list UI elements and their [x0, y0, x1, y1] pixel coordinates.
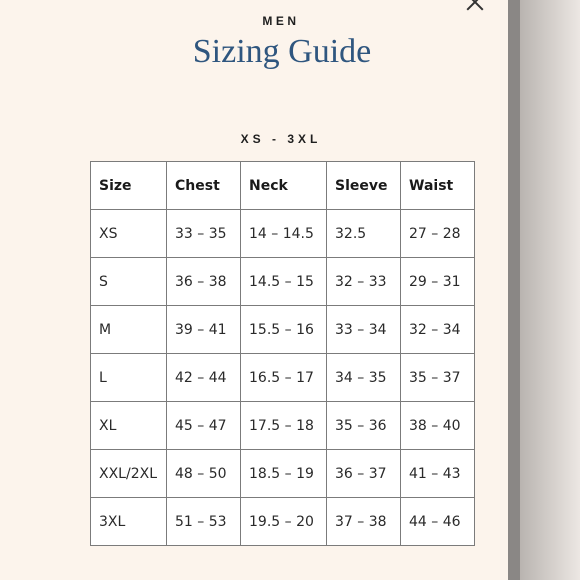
neck-cell: 19.5 – 20 [241, 498, 327, 546]
column-header-waist: Waist [401, 162, 475, 210]
table-header-row [91, 162, 475, 210]
chest-cell: 48 – 50 [167, 450, 241, 498]
column-header-size: Size [91, 162, 167, 210]
size-cell: XL [91, 402, 167, 450]
waist-cell: 38 – 40 [401, 402, 475, 450]
close-icon[interactable] [462, 0, 488, 12]
table-row [91, 402, 475, 450]
chest-cell: 39 – 41 [167, 306, 241, 354]
neck-cell: 14 – 14.5 [241, 210, 327, 258]
table-row [91, 354, 475, 402]
table-row [91, 450, 475, 498]
page-title: Sizing Guide [192, 33, 372, 70]
size-cell: XS [91, 210, 167, 258]
scrollbar[interactable] [508, 0, 520, 580]
size-cell: 3XL [91, 498, 167, 546]
table-row [91, 306, 475, 354]
column-header-sleeve: Sleeve [327, 162, 401, 210]
size-cell: L [91, 354, 167, 402]
neck-cell: 15.5 – 16 [241, 306, 327, 354]
category-label: MEN [262, 14, 300, 28]
sleeve-cell: 32 – 33 [327, 258, 401, 306]
chest-cell: 33 – 35 [167, 210, 241, 258]
size-table [90, 161, 475, 546]
waist-cell: 35 – 37 [401, 354, 475, 402]
waist-cell: 44 – 46 [401, 498, 475, 546]
sleeve-cell: 34 – 35 [327, 354, 401, 402]
neck-cell: 17.5 – 18 [241, 402, 327, 450]
waist-cell: 29 – 31 [401, 258, 475, 306]
waist-cell: 41 – 43 [401, 450, 475, 498]
column-header-neck: Neck [241, 162, 327, 210]
sleeve-cell: 33 – 34 [327, 306, 401, 354]
column-header-chest: Chest [167, 162, 241, 210]
chest-cell: 45 – 47 [167, 402, 241, 450]
size-cell: M [91, 306, 167, 354]
size-range-label: XS - 3XL [240, 132, 322, 146]
table-row [91, 258, 475, 306]
sleeve-cell: 37 – 38 [327, 498, 401, 546]
sleeve-cell: 35 – 36 [327, 402, 401, 450]
neck-cell: 16.5 – 17 [241, 354, 327, 402]
sleeve-cell: 32.5 [327, 210, 401, 258]
waist-cell: 27 – 28 [401, 210, 475, 258]
size-cell: XXL/2XL [91, 450, 167, 498]
sleeve-cell: 36 – 37 [327, 450, 401, 498]
chest-cell: 51 – 53 [167, 498, 241, 546]
chest-cell: 36 – 38 [167, 258, 241, 306]
waist-cell: 32 – 34 [401, 306, 475, 354]
table-row [91, 210, 475, 258]
neck-cell: 14.5 – 15 [241, 258, 327, 306]
neck-cell: 18.5 – 19 [241, 450, 327, 498]
size-cell: S [91, 258, 167, 306]
page-backdrop [520, 0, 580, 580]
table-row [91, 498, 475, 546]
chest-cell: 42 – 44 [167, 354, 241, 402]
